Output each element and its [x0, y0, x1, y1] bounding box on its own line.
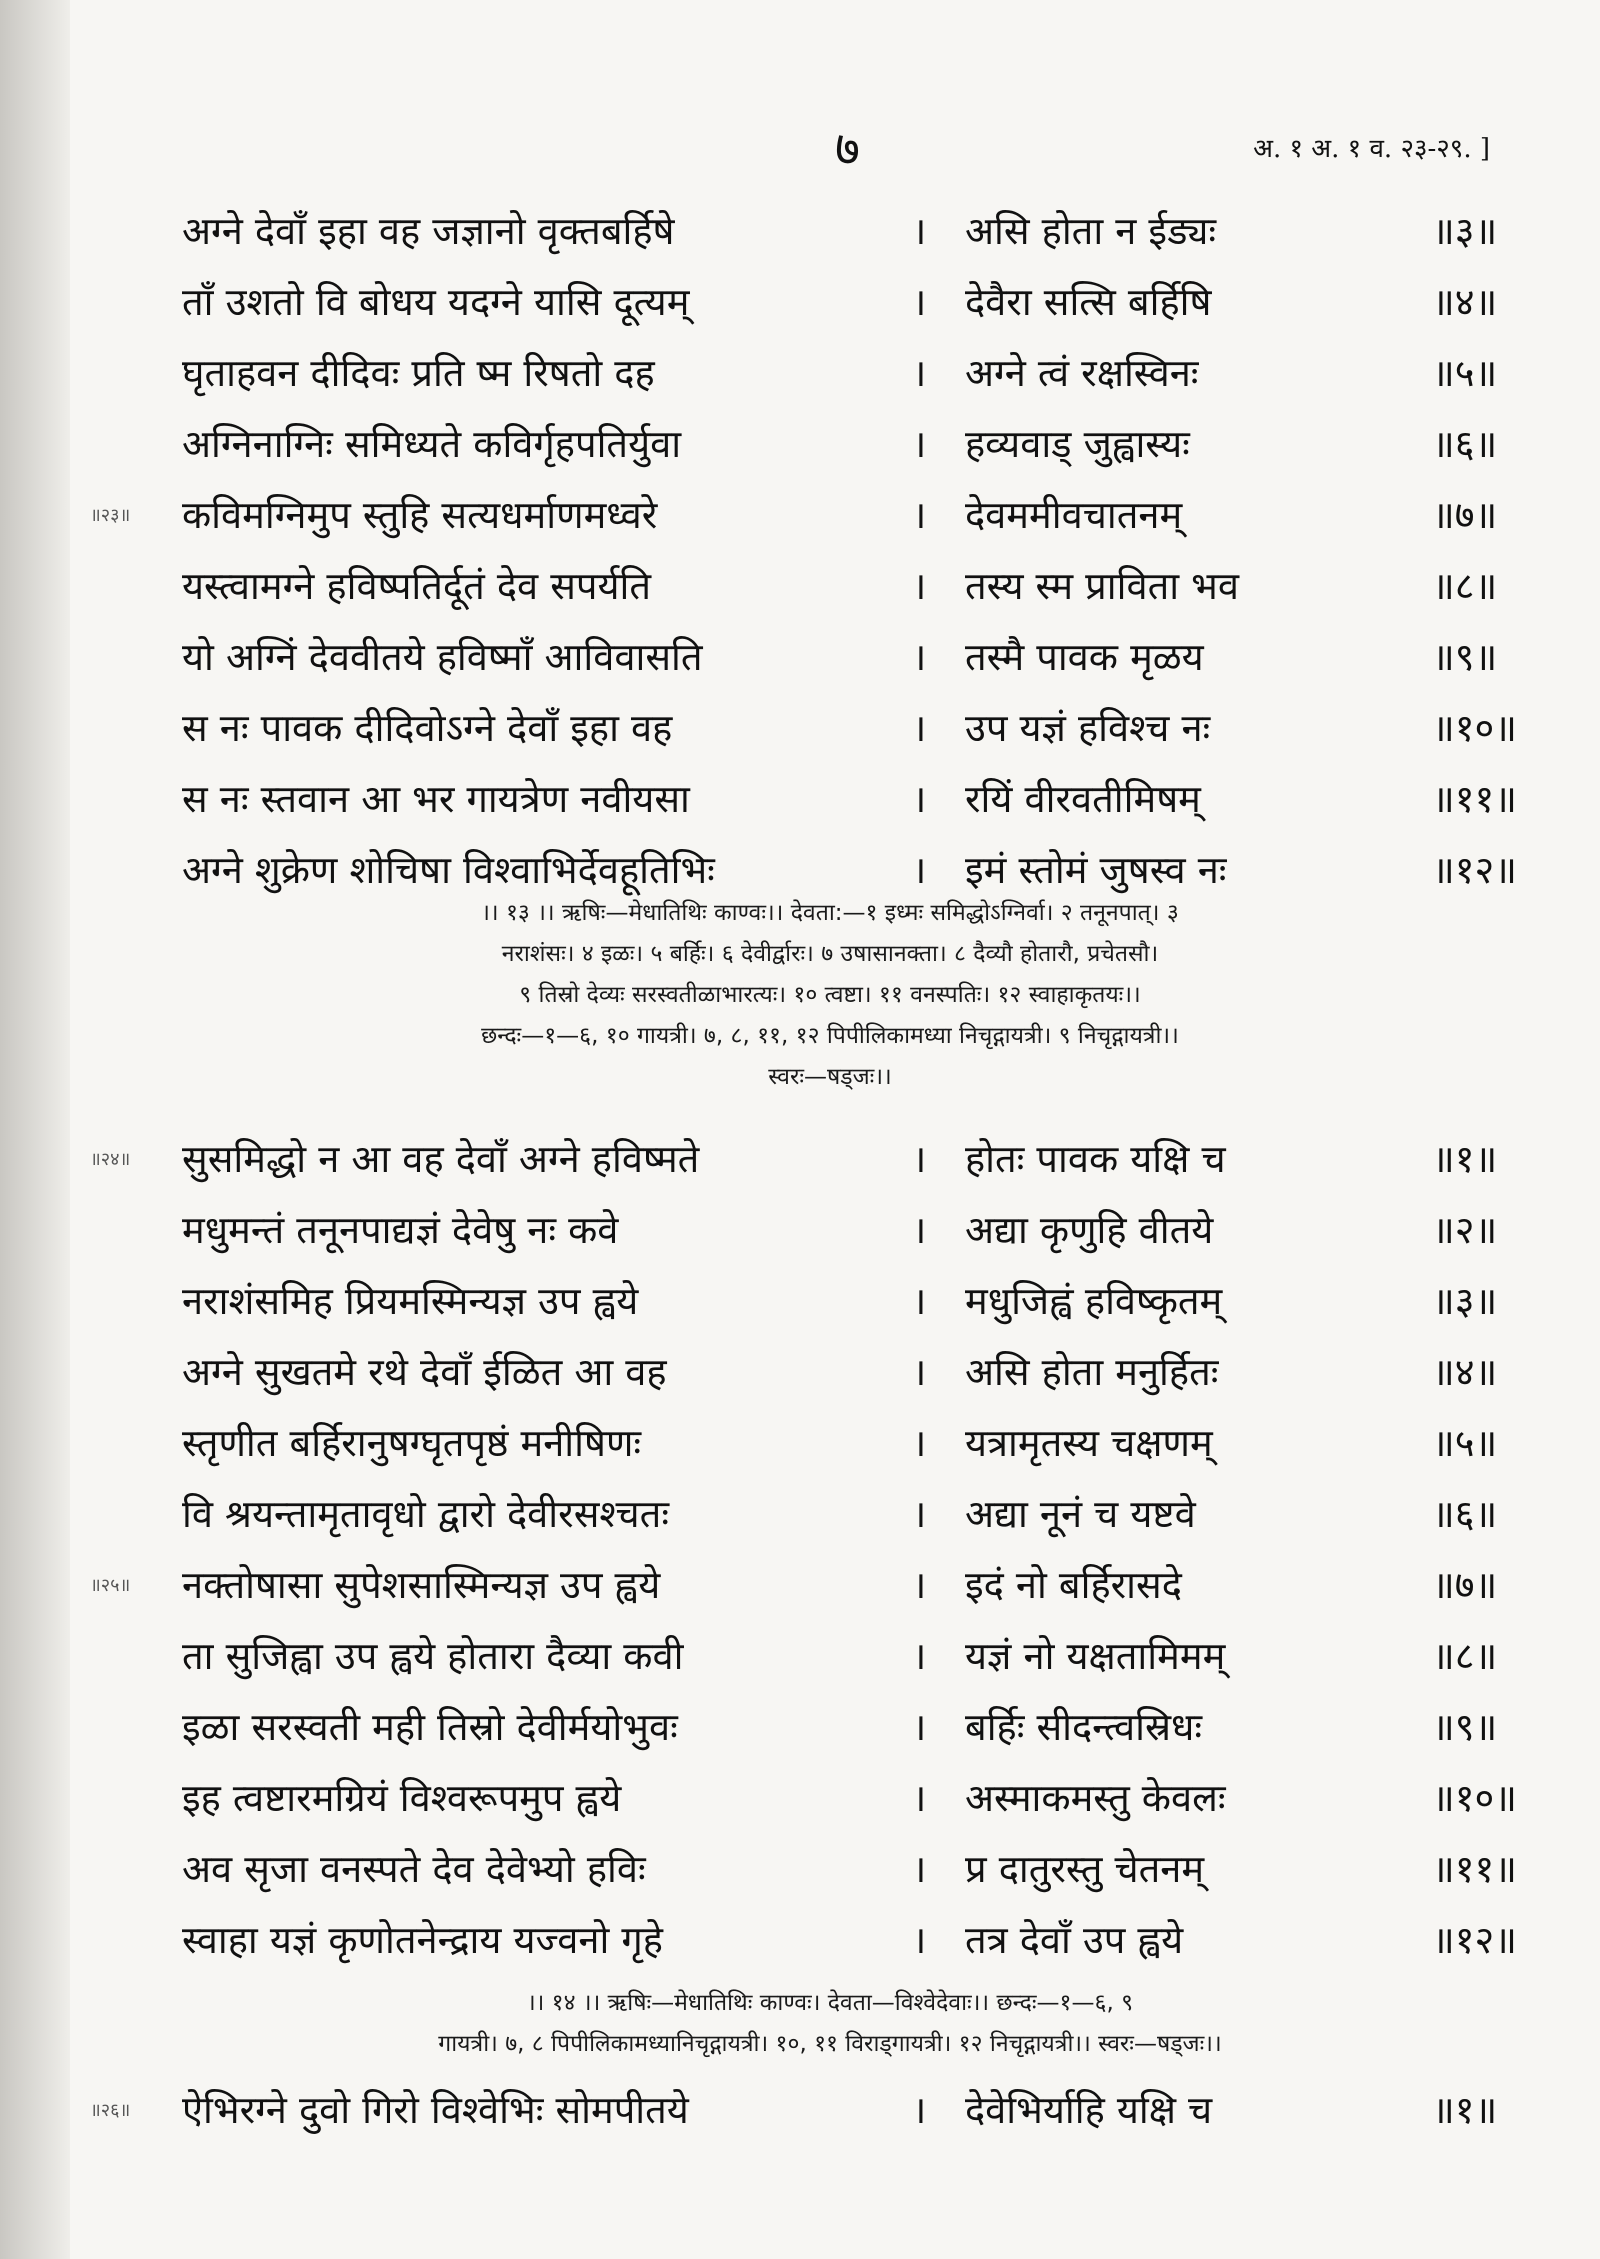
metadata-line: छन्दः—१—६, १० गायत्री। ७, ८, ११, १२ पिपीलिकामध्या निचृद्गायत्री। ९ निचृद्गायत्री।। — [481, 1023, 1179, 1049]
verse-number: ॥३॥ — [1432, 209, 1498, 253]
page-gutter-shadow — [0, 0, 70, 2259]
verse-danda: । — [912, 1137, 927, 1181]
verse-danda: । — [912, 209, 927, 253]
verse-number: ॥६॥ — [1432, 422, 1498, 466]
verse-number: ॥८॥ — [1432, 1634, 1498, 1678]
metadata-line: ९ तिस्रो देव्यः सरस्वतीळाभारत्यः। १० त्वष्टा। ११ वनस्पतिः। १२ स्वाहाकृतयः।। — [519, 982, 1141, 1008]
verse-number: ॥४॥ — [1432, 1350, 1498, 1394]
verse-first-half: नराशंसमिह प्रियमस्मिन्यज्ञ उप ह्वये — [182, 1279, 639, 1323]
verse-line — [90, 1550, 1530, 1621]
verse-line — [90, 1621, 1530, 1692]
verse-first-half: वि श्रयन्तामृतावृधो द्वारो देवीरसश्चतः — [182, 1492, 669, 1536]
verse-second-half: तस्मै पावक मृळय — [965, 635, 1204, 679]
verse-first-half: स नः पावक दीदिवोऽग्ने देवाँ इहा वह — [182, 706, 673, 750]
verse-danda: । — [912, 848, 927, 892]
verse-line — [90, 196, 1530, 267]
page-number: ७ — [835, 121, 860, 177]
verse-second-half: प्र दातुरस्तु चेतनम् — [965, 1847, 1205, 1891]
verse-line — [90, 409, 1530, 480]
verse-number: ॥१॥ — [1432, 2088, 1498, 2132]
verse-second-half: अग्ने त्वं रक्षस्विनः — [965, 351, 1199, 395]
verse-second-half: देवैरा सत्सि बर्हिषि — [965, 280, 1212, 324]
verse-line — [90, 1408, 1530, 1479]
verse-block-3 — [90, 2075, 1530, 2146]
verse-line — [90, 480, 1530, 551]
verse-number: ॥६॥ — [1432, 1492, 1498, 1536]
verse-danda: । — [912, 493, 927, 537]
verse-danda: । — [912, 1279, 927, 1323]
verse-danda: । — [912, 1705, 927, 1749]
verse-line — [90, 1195, 1530, 1266]
verse-danda: । — [912, 706, 927, 750]
verse-number: ॥८॥ — [1432, 564, 1498, 608]
verse-first-half: स्वाहा यज्ञं कृणोतनेन्द्राय यज्वनो गृहे — [182, 1918, 663, 1962]
verse-line — [90, 1124, 1530, 1195]
verse-first-half: यस्त्वामग्ने हविष्पतिर्दूतं देव सपर्यति — [182, 564, 652, 608]
verse-line — [90, 2075, 1530, 2146]
verse-first-half: यो अग्निं देववीतये हविष्माँ आविवासति — [182, 635, 703, 679]
verse-line — [90, 622, 1530, 693]
verse-line — [90, 1834, 1530, 1905]
verse-first-half: सुसमिद्धो न आ वह देवाँ अग्ने हविष्मते — [182, 1137, 700, 1181]
verse-first-half: घृताहवन दीदिवः प्रति ष्म रिषतो दह — [182, 351, 655, 395]
verse-second-half: देवममीवचातनम् — [965, 493, 1183, 537]
verse-danda: । — [912, 564, 927, 608]
verse-number: ॥७॥ — [1432, 1563, 1498, 1607]
verse-number: ॥१२॥ — [1432, 1918, 1518, 1962]
verse-first-half: अग्ने देवाँ इहा वह जज्ञानो वृक्तबर्हिषे — [182, 209, 675, 253]
page — [90, 0, 1570, 2259]
verse-second-half: बर्हिः सीदन्त्वस्रिधः — [965, 1705, 1203, 1749]
verse-second-half: तत्र देवाँ उप ह्वये — [965, 1918, 1184, 1962]
verse-second-half: रयिं वीरवतीमिषम् — [965, 777, 1201, 821]
verse-first-half: इळा सरस्वती मही तिस्रो देवीर्मयोभुवः — [182, 1705, 678, 1749]
verse-danda: । — [912, 777, 927, 821]
verse-danda: । — [912, 635, 927, 679]
verse-number: ॥२॥ — [1432, 1208, 1498, 1252]
verse-danda: । — [912, 1847, 927, 1891]
varga-marker: ॥२५॥ — [90, 1575, 131, 1596]
verse-second-half: देवेभिर्याहि यक्षि च — [965, 2088, 1213, 2132]
verse-line — [90, 1337, 1530, 1408]
verse-line — [90, 1266, 1530, 1337]
verse-danda: । — [912, 1776, 927, 1820]
verse-number: ॥७॥ — [1432, 493, 1498, 537]
verse-danda: । — [912, 422, 927, 466]
verse-number: ॥९॥ — [1432, 635, 1498, 679]
verse-line — [90, 693, 1530, 764]
verse-first-half: ऐभिरग्ने दुवो गिरो विश्वेभिः सोमपीतये — [182, 2088, 689, 2132]
verse-second-half: असि होता मनुर्हितः — [965, 1350, 1219, 1394]
running-reference: अ. १ अ. १ व. २३-२९. ] — [1253, 134, 1490, 164]
verse-number: ॥५॥ — [1432, 351, 1498, 395]
verse-number: ॥४॥ — [1432, 280, 1498, 324]
verse-second-half: मधुजिह्वं हविष्कृतम् — [965, 1279, 1223, 1323]
verse-danda: । — [912, 1208, 927, 1252]
verse-first-half: स नः स्तवान आ भर गायत्रेण नवीयसा — [182, 777, 690, 821]
verse-line — [90, 1479, 1530, 1550]
verse-line — [90, 551, 1530, 622]
verse-danda: । — [912, 1918, 927, 1962]
verse-danda: । — [912, 2088, 927, 2132]
metadata-line: ।। १३ ।। ऋषिः—मेधातिथिः काण्वः।। देवता:—१ इध्मः समिद्धोऽग्निर्वा। २ तनूनपात्। ३ — [481, 900, 1179, 926]
verse-number: ॥१०॥ — [1432, 1776, 1518, 1820]
verse-first-half: अव सृजा वनस्पते देव देवेभ्यो हविः — [182, 1847, 646, 1891]
verse-first-half: अग्ने सुखतमे रथे देवाँ ईळित आ वह — [182, 1350, 667, 1394]
verse-number: ॥१॥ — [1432, 1137, 1498, 1181]
verse-first-half: मधुमन्तं तनूनपाद्यज्ञं देवेषु नः कवे — [182, 1208, 619, 1252]
verse-danda: । — [912, 280, 927, 324]
metadata-line: स्वरः—षड्जः।। — [768, 1064, 892, 1090]
verse-second-half: होतः पावक यक्षि च — [965, 1137, 1226, 1181]
verse-line — [90, 1692, 1530, 1763]
verse-danda: । — [912, 1421, 927, 1465]
verse-line — [90, 267, 1530, 338]
verse-number: ॥९॥ — [1432, 1705, 1498, 1749]
verse-line — [90, 1905, 1530, 1976]
verse-first-half: इह त्वष्टारमग्रियं विश्वरूपमुप ह्वये — [182, 1776, 622, 1820]
verse-first-half: ता सुजिह्वा उप ह्वये होतारा दैव्या कवी — [182, 1634, 684, 1678]
verse-first-half: अग्निनाग्निः समिध्यते कविर्गृहपतिर्युवा — [182, 422, 682, 466]
page-header — [90, 115, 1490, 175]
varga-marker: ॥२३॥ — [90, 505, 131, 526]
verse-danda: । — [912, 351, 927, 395]
verse-second-half: असि होता न ईड्यः — [965, 209, 1217, 253]
verse-second-half: अद्या नूनं च यष्टवे — [965, 1492, 1196, 1536]
verse-second-half: अस्माकमस्तु केवलः — [965, 1776, 1226, 1820]
verse-second-half: तस्य स्म प्राविता भव — [965, 564, 1240, 608]
verse-danda: । — [912, 1350, 927, 1394]
verse-block-1 — [90, 196, 1530, 906]
varga-marker: ॥२६॥ — [90, 2100, 131, 2121]
verse-number: ॥१२॥ — [1432, 848, 1518, 892]
varga-marker: ॥२४॥ — [90, 1149, 131, 1170]
verse-danda: । — [912, 1634, 927, 1678]
verse-number: ॥११॥ — [1432, 1847, 1518, 1891]
verse-danda: । — [912, 1563, 927, 1607]
verse-number: ॥५॥ — [1432, 1421, 1498, 1465]
metadata-line: नराशंसः। ४ इळः। ५ बर्हिः। ६ देवीर्द्वारः। ७ उषासानक्ता। ८ दैव्यौ होतारौ, प्रचेतसौ। — [501, 941, 1159, 967]
verse-second-half: हव्यवाड् जुह्वास्यः — [965, 422, 1190, 466]
verse-second-half: अद्या कृणुहि वीतये — [965, 1208, 1214, 1252]
verse-first-half: कविमग्निमुप स्तुहि सत्यधर्माणमध्वरे — [182, 493, 658, 537]
verse-line — [90, 338, 1530, 409]
verse-block-2 — [90, 1124, 1530, 1976]
verse-first-half: नक्तोषासा सुपेशसास्मिन्यज्ञ उप ह्वये — [182, 1563, 661, 1607]
verse-second-half: यज्ञं नो यक्षतामिमम् — [965, 1634, 1226, 1678]
metadata-line: गायत्री। ७, ८ पिपीलिकामध्यानिचृद्गायत्री। १०, ११ विराड्गायत्री। १२ निचृद्गायत्री।। स्वरः—षड्जः।। — [438, 2031, 1222, 2057]
verse-second-half: इदं नो बर्हिरासदे — [965, 1563, 1182, 1607]
verse-first-half: ताँ उशतो वि बोधय यदग्ने यासि दूत्यम् — [182, 280, 690, 324]
verse-second-half: यत्रामृतस्य चक्षणम् — [965, 1421, 1213, 1465]
verse-number: ॥३॥ — [1432, 1279, 1498, 1323]
verse-first-half: अग्ने शुक्रेण शोचिषा विश्वाभिर्देवहूतिभिः — [182, 848, 715, 892]
verse-line — [90, 1763, 1530, 1834]
metadata-line: ।। १४ ।। ऋषिः—मेधातिथिः काण्वः। देवता—विश्वेदेवाः।। छन्दः—१—६, ९ — [526, 1990, 1134, 2016]
verse-number: ॥१०॥ — [1432, 706, 1518, 750]
sukta-metadata-13 — [190, 893, 1470, 1098]
verse-second-half: उप यज्ञं हविश्च नः — [965, 706, 1211, 750]
verse-first-half: स्तृणीत बर्हिरानुषग्घृतपृष्ठं मनीषिणः — [182, 1421, 642, 1465]
verse-second-half: इमं स्तोमं जुषस्व नः — [965, 848, 1227, 892]
verse-danda: । — [912, 1492, 927, 1536]
sukta-metadata-14 — [190, 1983, 1470, 2065]
verse-line — [90, 764, 1530, 835]
verse-number: ॥११॥ — [1432, 777, 1518, 821]
